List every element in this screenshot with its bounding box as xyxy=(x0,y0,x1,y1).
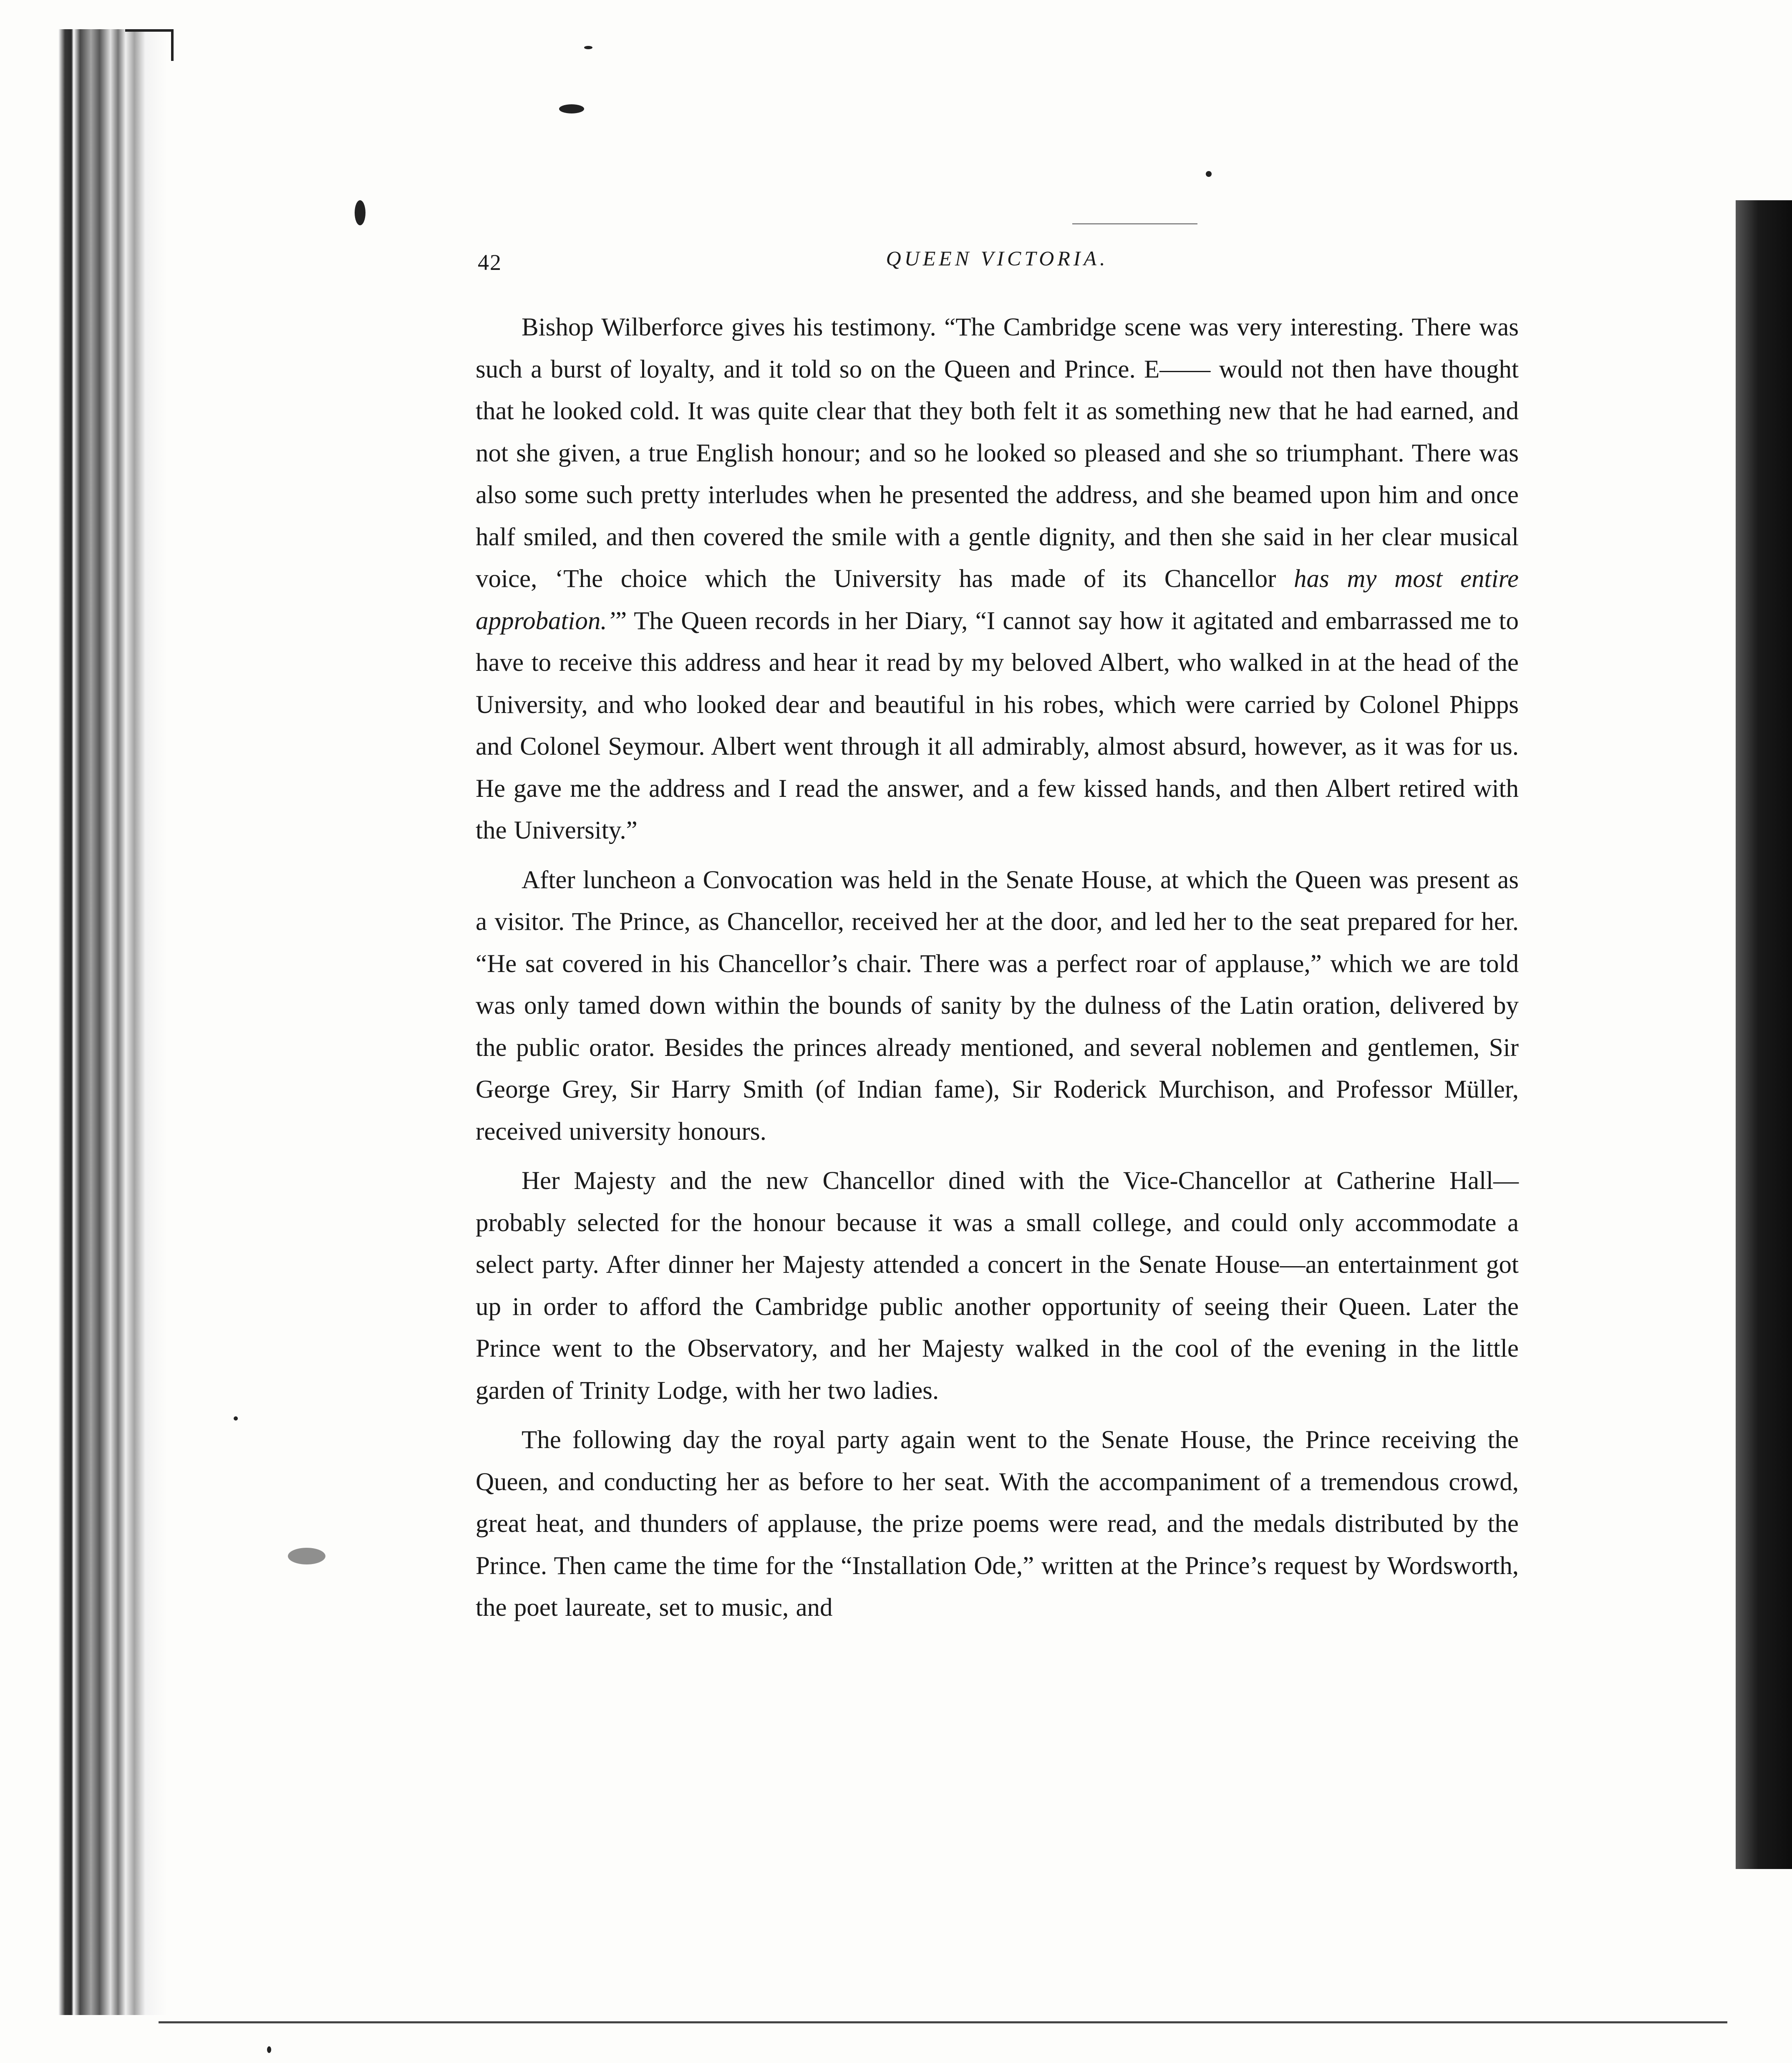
scan-speck xyxy=(234,1416,238,1421)
paragraph-text: Bishop Wilberforce gives his testimony. “The Cambridge scene was very interesting. There was such a burst of loyalty, and it told so on the Queen and Prince. E—— would not then have thought that he looked cold. It was quite clear that they both felt it as something new that he had earned, and not she given, a true English honour; and so he looked so pleased and she so triumphant. There was also some such pretty interludes when he presented the address, and she beamed upon him and once half smiled, and then covered the smile with a gentle dignity, and then she said in her clear musical voice, ‘The choice which the University has made of its Chancellor xyxy=(476,313,1519,593)
scan-speck xyxy=(559,104,584,113)
italic-quote: has my most entire approbation.’ xyxy=(476,565,1519,635)
paragraph xyxy=(476,307,1519,852)
scan-speck xyxy=(267,2046,271,2053)
paragraph: After luncheon a Convocation was held in the Senate House, at which the Queen was present as a visitor. The Prince, as Chancellor, received her at the door, and led her to the seat prepared for her. “He sat covered in his Chancellor’s chair. There was a perfect roar of applause,” which we are told was only tamed down within the bounds of sanity by the dulness of the Latin oration, delivered by the public orator. Besides the princes already mentioned, and several noblemen and gentlemen, Sir George Grey, Sir Harry Smith (of Indian fame), Sir Roderick Murchison, and Professor Müller, received university honours. xyxy=(476,866,1519,1146)
spine-cap xyxy=(125,29,174,61)
scan-speck xyxy=(1206,171,1212,177)
body-text xyxy=(476,307,1519,1637)
paragraph: Her Majesty and the new Chancellor dined with the Vice-Chancellor at Catherine Hall—probably selected for the honour because it was a small college, and could only accommodate a select party. After dinner her Majesty attended a concert in the Senate House—an entertainment got up in order to afford the Cambridge public another opportunity of seeing their Queen. Later the Prince went to the Observatory, and her Majesty walked in the cool of the evening in the little garden of Trinity Lodge, with her two ladies. xyxy=(476,1167,1519,1405)
scan-speck xyxy=(288,1548,325,1564)
scan-speck xyxy=(584,46,592,49)
top-rule xyxy=(1072,223,1197,224)
page-edge-shadow xyxy=(1736,200,1792,1869)
running-title: QUEEN VICTORIA. xyxy=(886,247,1109,270)
book-spine-shadow xyxy=(58,29,167,2015)
paragraph: The following day the royal party again went to the Senate House, the Prince receiving the Queen, and conducting her as before to her seat. With the accompaniment of a tremendous crowd, great heat, and thunders of applause, the prize poems were read, and the medals distributed by the Prince. Then came the time for the “Installation Ode,” written at the Prince’s request by Wordsworth, the poet laureate, set to music, and xyxy=(476,1426,1519,1622)
running-head xyxy=(478,246,1517,284)
paragraph-text: ” The Queen records in her Diary, “I cannot say how it agitated and embarrassed me to have to receive this address and hear it read by my beloved Albert, who walked in at the head of the University, and who looked dear and beautiful in his robes, which were carried by Colonel Phipps and Colonel Seymour. Albert went through it all admirably, almost absurd, however, as it was for us. He gave me the address and I read the answer, and a few kissed hands, and then Albert retired with the University.” xyxy=(476,607,1519,844)
scan-speck xyxy=(355,200,365,225)
bottom-rule xyxy=(159,2021,1727,2023)
page-number: 42 xyxy=(478,250,502,275)
